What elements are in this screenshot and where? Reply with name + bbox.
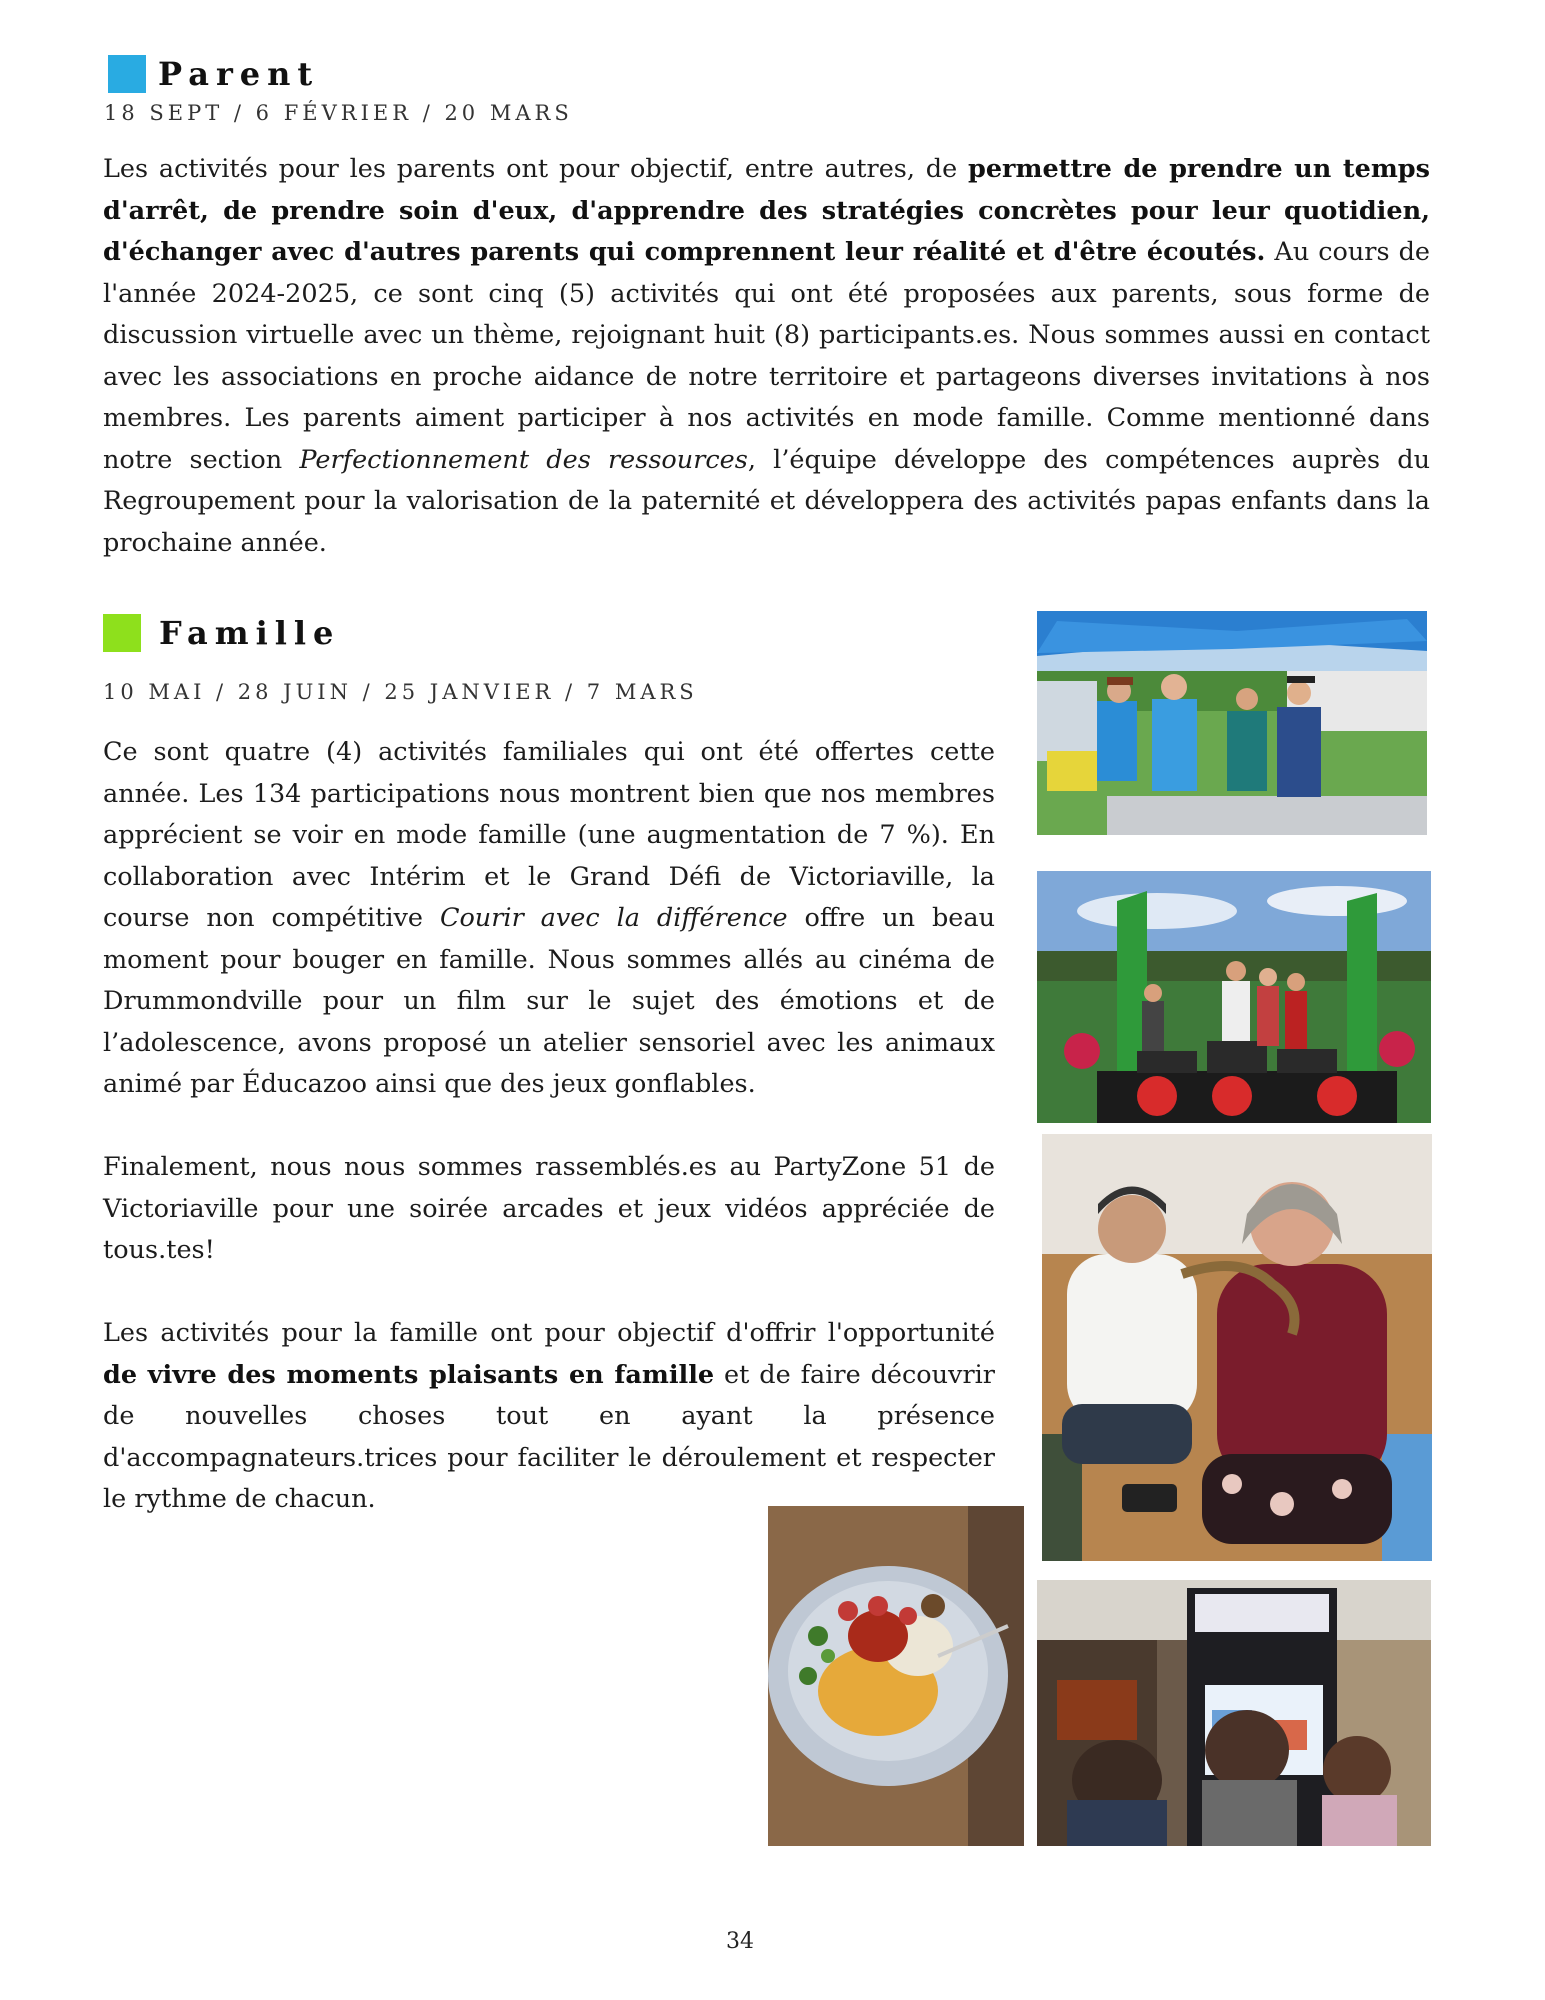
- famille-dates: 10 MAI / 28 JUIN / 25 JANVIER / 7 MARS: [103, 680, 698, 704]
- photo-arcade: [1037, 1580, 1431, 1846]
- parent-heading: [108, 55, 319, 93]
- photo-podium-grand-defi: [1037, 871, 1431, 1123]
- famille-p1-start: Ce sont quatre (4) activités familiales qui ont été offertes cette année. Les 134 participations nous montrent bien que nos membres apprécient se voir en mode famille (une augmentation de 7 %). En collaboration avec Intérim et le Grand Défi de Victoriaville, la course non compétitive: [103, 737, 995, 933]
- famille-p3-end: et de faire découvrir de nouvelles choses tout en ayant la présence d'accompagnateurs.trices pour faciliter le déroulement et respecter le rythme de chacun.: [103, 1359, 995, 1514]
- parent-text-bold: permettre de prendre un temps d'arrêt, de prendre soin d'eux, d'apprendre des stratégies concrètes pour leur quotidien, d'échanger avec d'autres parents qui comprennent leur réalité et d'être écoutés.: [103, 154, 1430, 267]
- famille-paragraph-2: Finalement, nous nous sommes rassemblés.es au PartyZone 51 de Victoriaville pour une soirée arcades et jeux vidéos appréciée de tous.tes!: [103, 1152, 995, 1265]
- parent-dates: 18 SEPT / 6 FÉVRIER / 20 MARS: [104, 101, 573, 125]
- famille-p3-start: Les activités pour la famille ont pour objectif d'offrir l'opportunité: [103, 1318, 995, 1348]
- famille-heading: [103, 614, 340, 652]
- photo-meal-plate: [768, 1506, 1024, 1846]
- famille-p1-italic: Courir avec la différence: [439, 903, 788, 933]
- famille-paragraph-1: [103, 732, 995, 1106]
- famille-title: Famille: [159, 614, 341, 652]
- photo-volunteers-tent: [1037, 611, 1427, 835]
- parent-color-square: [108, 55, 146, 93]
- parent-text-italic: Perfectionnement des ressources: [299, 444, 748, 475]
- famille-p3-bold: de vivre des moments plaisants en famille: [103, 1359, 715, 1390]
- photo-snake-workshop: [1042, 1134, 1432, 1561]
- parent-paragraph: [103, 149, 1430, 564]
- famille-paragraph-3: [103, 1313, 995, 1521]
- page-number: 34: [726, 1929, 754, 1954]
- parent-text-start: Les activités pour les parents ont pour objectif, entre autres, de: [103, 154, 968, 184]
- parent-title: Parent: [158, 55, 320, 93]
- famille-p1-end: offre un beau moment pour bouger en famille. Nous sommes allés au cinéma de Drummondville pour un film sur le sujet des émotions et de l’adolescence, avons proposé un atelier sensoriel avec les animaux animé par Éducazoo ainsi que des jeux gonflables.: [103, 903, 995, 1099]
- parent-text-end: , l’équipe développe des compétences auprès du Regroupement pour la valorisation de la paternité et développera des activités papas enfants dans la prochaine année.: [103, 444, 1430, 558]
- parent-text-mid: Au cours de l'année 2024-2025, ce sont cinq (5) activités qui ont été proposées aux parents, sous forme de discussion virtuelle avec un thème, rejoignant huit (8) participants.es. Nous sommes aussi en contact avec les associations en proche aidance de notre territoire et partageons diverses invitations à nos membres. Les parents aiment participer à nos activités en mode famille. Comme mentionné dans notre section: [103, 237, 1431, 475]
- famille-color-square: [103, 614, 141, 652]
